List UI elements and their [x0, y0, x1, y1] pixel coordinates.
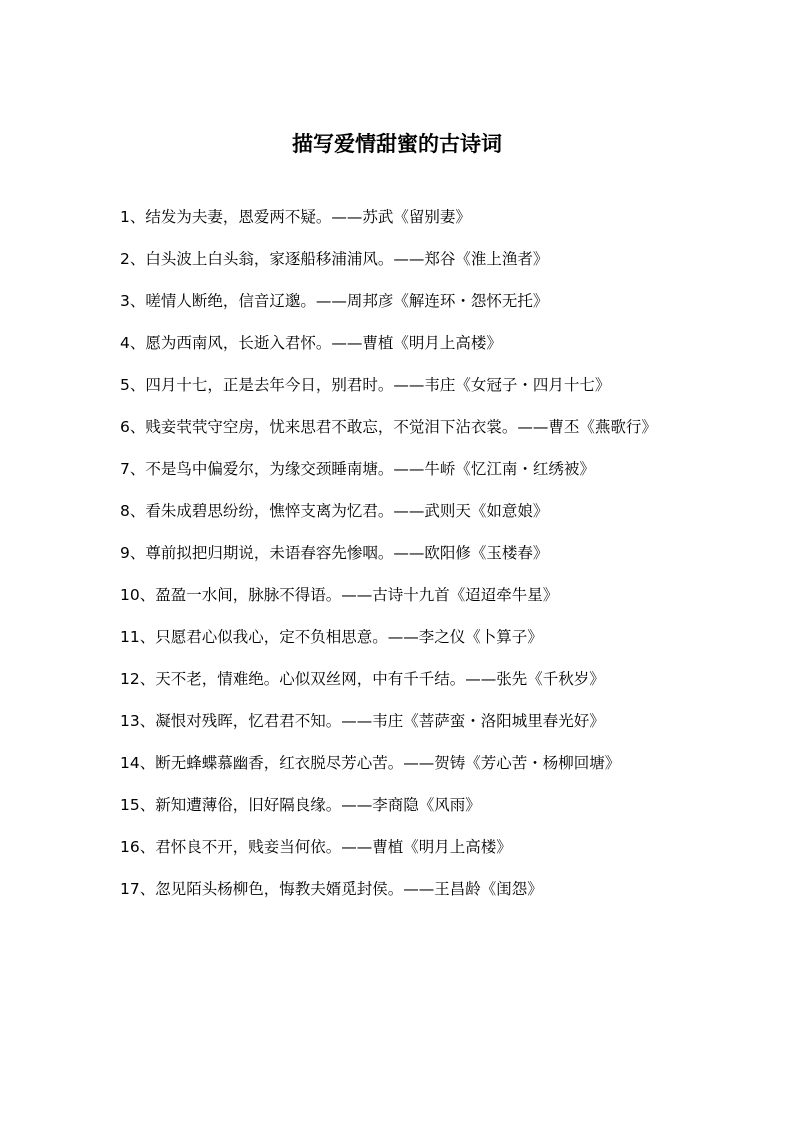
- poem-item-13: 13、凝恨对残晖，忆君君不知。——韦庄《菩萨蛮・洛阳城里春光好》: [120, 712, 605, 730]
- poem-item-9: 9、尊前拟把归期说，未语春容先惨咽。——欧阳修《玉楼春》: [120, 544, 549, 562]
- poem-item-1: 1、结发为夫妻，恩爱两不疑。——苏武《留别妻》: [120, 208, 471, 226]
- poem-item-3: 3、嗟情人断绝，信音辽邈。——周邦彦《解连环・怨怀无托》: [120, 292, 549, 310]
- poem-item-16: 16、君怀良不开，贱妾当何依。——曹植《明月上高楼》: [120, 838, 512, 856]
- poem-item-7: 7、不是鸟中偏爱尔，为缘交颈睡南塘。——牛峤《忆江南・红绣被》: [120, 460, 595, 478]
- poem-item-15: 15、新知遭薄俗，旧好隔良缘。——李商隐《风雨》: [120, 796, 481, 814]
- poem-item-10: 10、盈盈一水间，脉脉不得语。——古诗十九首《迢迢牵牛星》: [120, 586, 559, 604]
- poem-item-17: 17、忽见陌头杨柳色，悔教夫婿觅封侯。——王昌龄《闺怨》: [120, 880, 543, 898]
- poem-item-6: 6、贱妾茕茕守空房，忧来思君不敢忘，不觉泪下沾衣裳。——曹丕《燕歌行》: [120, 418, 657, 436]
- poem-list: [120, 196, 680, 910]
- poem-item-14: 14、断无蜂蝶慕幽香，红衣脱尽芳心苦。——贺铸《芳心苦・杨柳回塘》: [120, 754, 621, 772]
- poem-item-12: 12、天不老，情难绝。心似双丝网，中有千千结。——张先《千秋岁》: [120, 670, 605, 688]
- poem-item-8: 8、看朱成碧思纷纷，憔悴支离为忆君。——武则天《如意娘》: [120, 502, 549, 520]
- poem-item-11: 11、只愿君心似我心，定不负相思意。——李之仪《卜算子》: [120, 628, 543, 646]
- poem-item-2: 2、白头波上白头翁，家逐船移浦浦风。——郑谷《淮上渔者》: [120, 250, 549, 268]
- poem-item-4: 4、愿为西南风，长逝入君怀。——曹植《明月上高楼》: [120, 334, 502, 352]
- page-title: 描写爱情甜蜜的古诗词: [292, 131, 502, 156]
- poem-item-5: 5、四月十七，正是去年今日，别君时。——韦庄《女冠子・四月十七》: [120, 376, 611, 394]
